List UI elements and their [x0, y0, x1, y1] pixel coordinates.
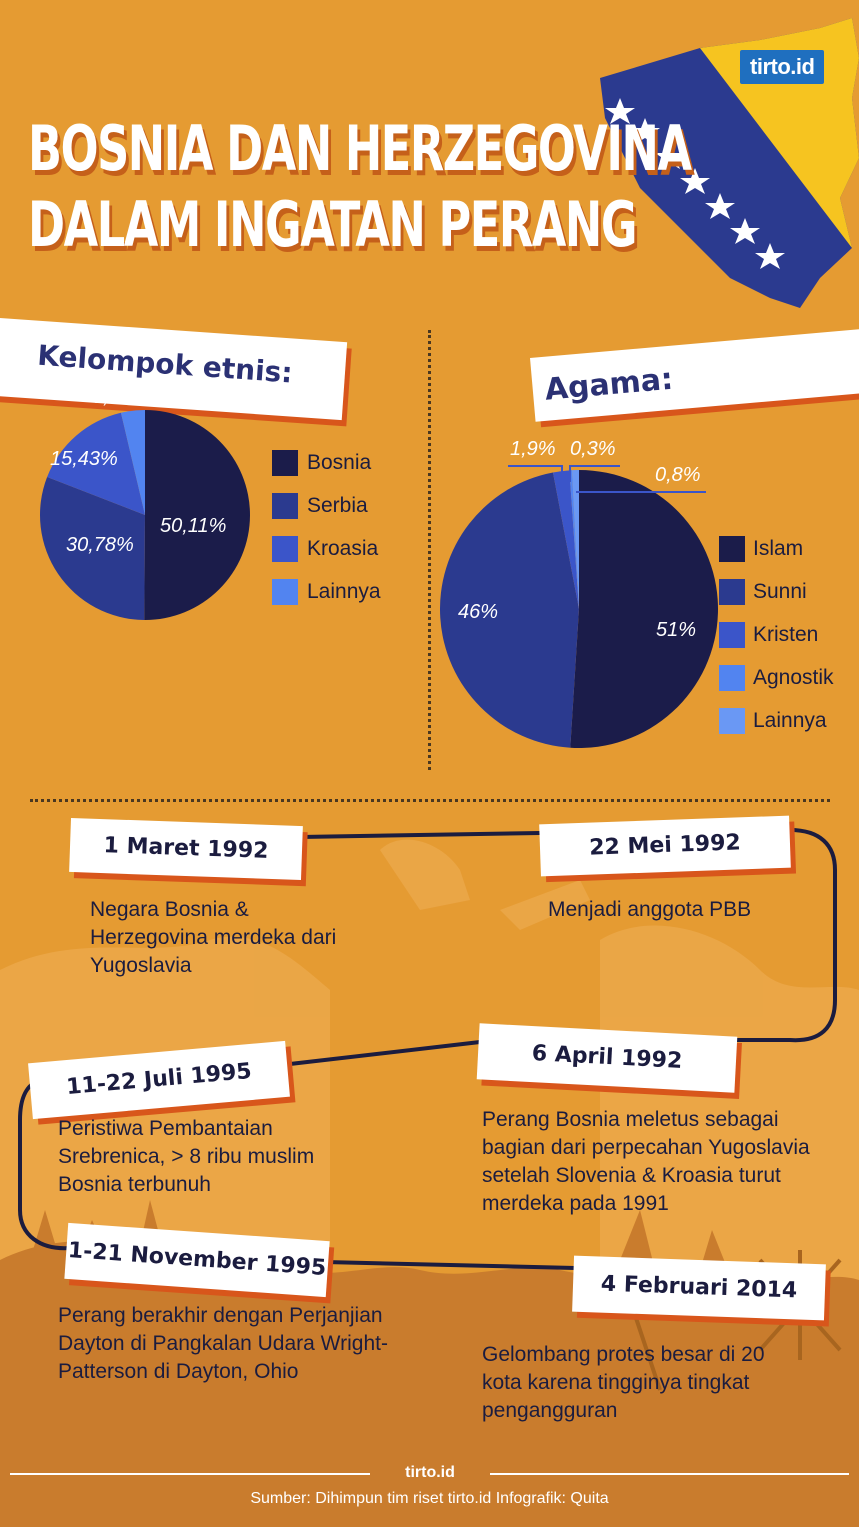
legend-item-bosnia — [272, 441, 381, 484]
legend-label: Lainnya — [307, 579, 381, 603]
legend-label: Bosnia — [307, 450, 372, 474]
legend-swatch — [272, 536, 298, 562]
pie-label-kroasia: 15,43% — [50, 448, 118, 470]
vertical-divider — [428, 330, 431, 770]
horizontal-divider — [30, 799, 830, 802]
legend-item-lainnya — [719, 699, 834, 742]
timeline-event-text: Menjadi anggota PBB — [548, 898, 752, 921]
timeline-date-card — [572, 1256, 826, 1321]
timeline-date-card — [539, 816, 791, 877]
pie-label-lainnya: 3,68% — [92, 386, 149, 408]
legend-swatch — [272, 450, 298, 476]
religion-legend — [719, 527, 834, 742]
legend-item-sunni — [719, 570, 834, 613]
pie-label-serbia: 30,78% — [66, 534, 134, 556]
pie-label-islam: 51% — [656, 619, 697, 641]
legend-label: Kristen — [753, 622, 819, 646]
timeline-event-text: Negara Bosnia & Herzegovina merdeka dari Yugoslavia — [90, 898, 337, 977]
timeline-date: 1 Maret 1992 — [103, 833, 269, 864]
legend-label: Kroasia — [307, 536, 379, 560]
page-title-line-2: DALAM INGATAN PERANG — [28, 188, 637, 261]
timeline-event-text: Perang berakhir dengan Perjanjian Dayton di Pangkalan Udara Wright-Patterson di Dayton, Ohio — [58, 1304, 388, 1383]
timeline-event-text: Perang Bosnia meletus sebagai bagian dari perpecahan Yugoslavia setelah Slovenia & Kroasia turut merdeka pada 1991 — [482, 1108, 810, 1215]
legend-item-kroasia — [272, 527, 381, 570]
legend-swatch — [719, 708, 745, 734]
pie-label-agnostik: 0,3% — [570, 438, 616, 460]
legend-label: Islam — [753, 536, 804, 560]
legend-swatch — [719, 622, 745, 648]
legend-swatch — [719, 536, 745, 562]
legend-swatch — [719, 579, 745, 605]
timeline-event-text: Gelombang protes besar di 20 kota karena tingginya tingkat pengangguran — [482, 1343, 765, 1422]
timeline-date: 11-22 Juli 1995 — [65, 1058, 253, 1101]
timeline-date: 4 Februari 2014 — [600, 1271, 798, 1304]
religion-banner — [530, 328, 859, 421]
timeline-date: 1-21 November 1995 — [67, 1238, 328, 1281]
legend-item-serbia — [272, 484, 381, 527]
ethnic-legend — [272, 441, 381, 613]
timeline-date: 22 Mei 1992 — [588, 830, 742, 861]
legend-swatch — [272, 493, 298, 519]
legend-label: Agnostik — [753, 665, 834, 689]
ethnic-group-banner — [0, 318, 347, 420]
religion-chart-title: Agama: — [543, 361, 675, 408]
pie-label-sunni: 46% — [458, 601, 499, 623]
timeline-event-text: Peristiwa Pembantaian Srebrenica, > 8 ribu muslim Bosnia terbunuh — [58, 1117, 315, 1196]
pie-label-lainnya-agama: 0,8% — [655, 464, 701, 486]
legend-swatch — [719, 665, 745, 691]
legend-item-kristen — [719, 613, 834, 656]
pie-slice-islam — [570, 470, 718, 748]
legend-item-lainnya — [272, 570, 381, 613]
legend-item-islam — [719, 527, 834, 570]
legend-label: Serbia — [307, 493, 368, 517]
page-title-line-1: BOSNIA DAN HERZEGOVINA — [28, 112, 691, 185]
timeline-date: 6 April 1992 — [531, 1041, 683, 1074]
ethnic-chart-title: Kelompok etnis: — [36, 338, 294, 390]
legend-label: Lainnya — [753, 708, 827, 732]
footer-brand: tirto.id — [405, 1464, 455, 1481]
footer-rule-left — [10, 1473, 370, 1475]
pie-label-bosnia: 50,11% — [160, 515, 227, 537]
legend-item-agnostik — [719, 656, 834, 699]
pie-label-kristen: 1,9% — [510, 438, 556, 460]
legend-label: Sunni — [753, 579, 807, 603]
brand-logo: tirto.id — [740, 50, 824, 84]
footer-source: Sumber: Dihimpun tim riset tirto.id Infografik: Quita — [250, 1490, 609, 1507]
footer-rule-right — [490, 1473, 849, 1475]
timeline-date-card — [69, 818, 303, 880]
legend-swatch — [272, 579, 298, 605]
